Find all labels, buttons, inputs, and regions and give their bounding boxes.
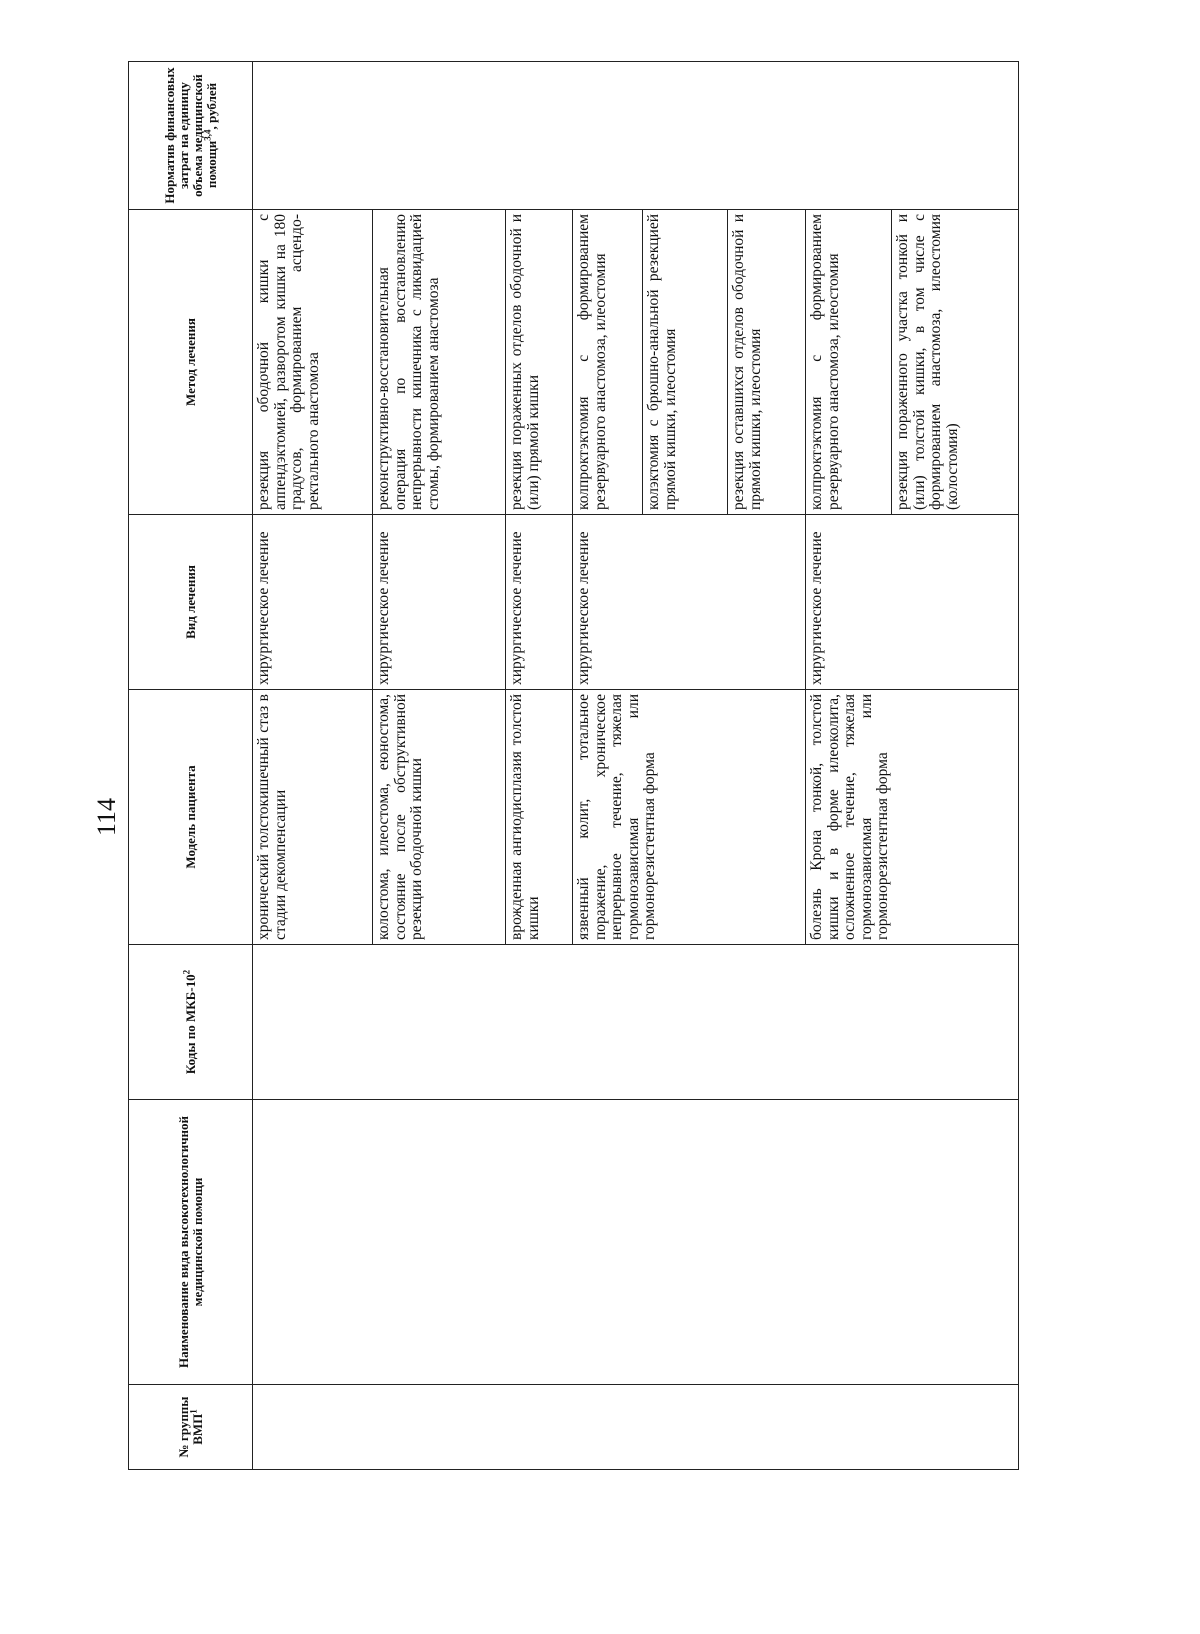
header-cost-tail: , рублей: [203, 82, 219, 130]
cell-codes: [253, 945, 1019, 1100]
header-codes: [129, 945, 253, 1100]
cell-method: колэктомия с брюшно-анальной резекцией прямой кишки, илеостомия: [643, 210, 728, 515]
cell-type: хирургическое лечение: [573, 515, 806, 690]
cell-type: хирургическое лечение: [373, 515, 506, 690]
cell-method-part: резекция пораженного участка тонкой и (или) толстой кишки, в том числе с формированием анастомоза, илеостомия (колостомия): [894, 214, 961, 510]
header-group-number: [129, 1385, 253, 1470]
header-cost-text: Норматив финансовых затрат на единицу объема медицинской помощи: [161, 67, 219, 204]
vmp-table: [128, 61, 1019, 1470]
cell-type: хирургическое лечение: [506, 515, 573, 690]
cell-type: хирургическое лечение: [253, 515, 373, 690]
cell-method: колпроктэктомия с формированием резервуарного анастомоза, илеостомия: [573, 210, 643, 515]
cell-method-part: колпроктэктомия с формированием резервуарного анастомоза, илеостомия: [806, 210, 892, 514]
cell-model: болезнь Крона тонкой, толстой кишки и в форме илеоколита, осложненное течение, тяжелая гормонозависимая или гормонорезистентная форма: [806, 690, 1019, 945]
header-group-number-text: № группы ВМП: [175, 1396, 205, 1458]
cell-method-split: [806, 210, 1019, 515]
cell-model: врожденная ангиодисплазия толстой кишки: [506, 690, 573, 945]
header-group-number-sup: 1: [188, 1409, 199, 1414]
cell-model: колостома, илеостома, еюностома, состояние после обструктивной резекции ободочной кишки: [373, 690, 506, 945]
table-row: [253, 62, 373, 1470]
page-number: 114: [92, 797, 121, 837]
cell-group-number: [253, 1385, 1019, 1470]
cell-type: хирургическое лечение: [806, 515, 1019, 690]
header-cost-sup: 3,4: [202, 129, 213, 141]
cell-method: резекция пораженных отделов ободочной и (или) прямой кишки: [506, 210, 573, 515]
header-name: Наименование вида высокотехнологичной медицинской помощи: [129, 1100, 253, 1385]
cell-method: резекция ободочной кишки с аппендэктомией, разворотом кишки на 180 градусов, формированием асцендо-ректального анастомоза: [253, 210, 373, 515]
header-codes-text: Коды по МКБ-10: [182, 974, 198, 1075]
cell-model: хронический толстокишечный стаз в стадии декомпенсации: [253, 690, 373, 945]
header-type: Вид лечения: [129, 515, 253, 690]
header-method: Метод лечения: [129, 210, 253, 515]
cell-model: язвенный колит, тотальное поражение, хроническое непрерывное течение, тяжелая гормонозависимая или гормонорезистентная форма: [573, 690, 806, 945]
cell-cost: [253, 62, 1019, 210]
cell-name: [253, 1100, 1019, 1385]
header-cost: [129, 62, 253, 210]
header-model: Модель пациента: [129, 690, 253, 945]
cell-method: резекция оставшихся отделов ободочной и прямой кишки, илеостомия: [728, 210, 806, 515]
cell-method: реконструктивно-восстановительная операция по восстановлению непрерывности кишечника с ликвидацией стомы, формированием анастомоза: [373, 210, 506, 515]
header-codes-sup: 2: [181, 969, 192, 975]
table-header-row: [129, 62, 253, 1470]
